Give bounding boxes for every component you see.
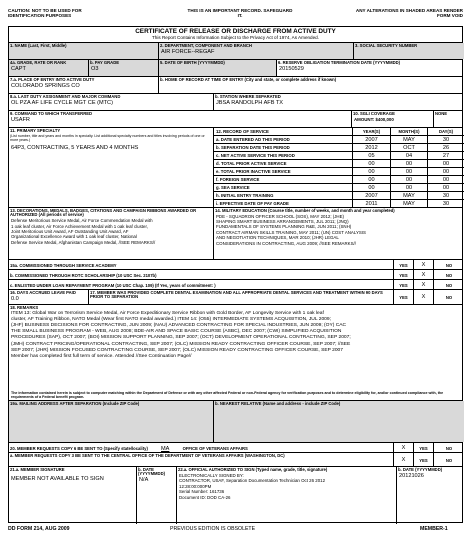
service-year[interactable]: 05 — [352, 152, 390, 159]
department-field[interactable]: 2. DEPARTMENT, COMPONENT AND BRANCH AIR FORCE--REGAF — [159, 43, 354, 59]
place-of-entry-field[interactable]: 7.a. PLACE OF ENTRY INTO ACTIVE DUTY COLORADO SPRINGS CO — [9, 77, 159, 93]
service-month[interactable]: OCT — [390, 144, 427, 151]
remarks-section[interactable]: 18. REMARKS ITEM 13: Global War on Terrorism Service Medal, Air Force Expeditionary Service Ribbon with Gold Border, AF Longevity Service with 1 oak leaf cluster, AF Training Ribbon, NATO Medal (Wear first NATO medal awarded.) ITEM 14: (O55) INTERMEDIATE SYSTEMS ACQUISITION, JUL 2009; (JHF) BUSINESS DECISIONS FOR CONTRACTING, JUN 2009; (NAU) ADVANCED CONTRACTING FOR SPECIAL INDUSTRIES, JUN 2009; (OY) CAC THE SMALL BUSINESS PROGRAM - WEB, AUG 2008; BDE-AIR AND SPACE BASIC COURSE (ASBC), DEC 2007; (CWI) SIMPLIFIED ACQUISITION PROCEDURES (SAP), OCT 2007; (BOI) MISSION SUPPORT PLANNING, SEP 2007; (OCT) DEVELOPMENT OPERATIONAL CONTRACTING, SEP 2007; (JMH) CONTRACT PRICING/OPERATIONAL CONTRACTING, SEP 2007; (OLC) MISSION READY CONTRACTING OFFICER COURSE, SEP 2007; //SEE SEP 2007; (JHR) MISSION FOCUSED CONTRACTING COURSE, SEP 2007; (OLC) MISSION READY CONTRACTING OFFICER COURSE, SEP 2007 Member has completed first full term of service. Attended //See Continuation Page// The information contained herein is subject to computer matching within the Department of Defense or with any other affected Federal or non-Federal agency for verification purposes and to determine eligibility for, and/or continued compliance with, the requirements of a Federal benefit program. — [9, 305, 462, 401]
service-row: g. SEA SERVICE 00 00 00 — [214, 184, 464, 192]
15c-yes-box[interactable]: YES — [394, 280, 414, 289]
name-field[interactable]: 1. NAME (Last, First, Middle) — [9, 43, 159, 59]
service-day[interactable]: 30 — [427, 200, 464, 207]
row-15a: 15a. COMMISSIONED THROUGH SERVICE ACADEMY YES X NO — [9, 260, 462, 270]
service-row: a. DATE ENTERED AD THIS PERIOD 2007 MAY 30 — [214, 136, 464, 144]
official-sign-date-field[interactable]: b. DATE (YYYYMMDD) 20121026 — [398, 467, 443, 479]
previous-edition-notice: PREVIOUS EDITION IS OBSOLETE — [170, 526, 256, 532]
member-signature-field[interactable]: 21.a. MEMBER SIGNATURE MEMBER NOT AVAILABLE TO SIGN — [9, 467, 137, 524]
sgli-amount: $400,000 — [375, 116, 394, 122]
sgli-field[interactable]: 10. SGLI COVERAGE AMOUNT: $400,000 — [352, 111, 434, 127]
row-signatures — [9, 467, 462, 524]
copy6-no-box[interactable]: NO — [445, 445, 453, 451]
service-year[interactable]: 00 — [352, 176, 390, 183]
dental-exam-field: 17. MEMBER WAS PROVIDED COMPLETE DENTAL EXAMINATION AND ALL APPROPRIATE DENTAL SERVICES AND TREATMENT WITHIN 90 DAYS PRIOR TO SEPARATION — [89, 290, 394, 304]
command-transferred-field[interactable]: 9. COMMAND TO WHICH TRANSFERRED USAFR — [9, 111, 352, 127]
service-month[interactable]: MAY — [390, 136, 427, 143]
service-month[interactable]: 00 — [390, 176, 427, 183]
member-sign-date-field[interactable]: b. DATE (YYYYMMDD) N/A — [137, 467, 177, 524]
copy6-mark: X — [394, 443, 414, 452]
dob-field[interactable]: 5. DATE OF BIRTH (YYYYMMDD) — [159, 60, 277, 76]
station-separated-field[interactable]: b. STATION WHERE SEPARATED JBSA RANDOLPH AFB TX — [215, 94, 284, 106]
row-duty — [9, 94, 462, 111]
certificate-form — [8, 26, 463, 523]
dental-no-box[interactable]: NO — [445, 294, 453, 300]
form-title: CERTIFICATE OF RELEASE OR DISCHARGE FROM ACTIVE DUTY — [135, 28, 336, 35]
service-month[interactable]: 00 — [390, 168, 427, 175]
row-decorations-education — [9, 208, 462, 260]
service-day[interactable]: 30 — [427, 136, 464, 143]
mailing-address-field[interactable]: 19a. MAILING ADDRESS AFTER SEPARATION (Include ZIP Code) — [9, 401, 214, 442]
row-grade — [9, 60, 462, 77]
ssn-field[interactable]: 3. SOCIAL SECURITY NUMBER — [354, 43, 464, 59]
pay-grade-field[interactable]: b. PAY GRADE O3 — [89, 60, 159, 76]
record-of-service-table — [214, 128, 464, 207]
form-subtitle: This Report Contains Information Subject to the Privacy Act of 1974, As Amended. — [152, 35, 319, 40]
service-row: c. NET ACTIVE SERVICE THIS PERIOD 05 04 27 — [214, 152, 464, 160]
service-month[interactable]: MAY — [390, 192, 427, 199]
service-day[interactable]: 30 — [427, 192, 464, 199]
service-day[interactable]: 00 — [427, 168, 464, 175]
service-row: b. SEPARATION DATE THIS PERIOD 2012 OCT 26 — [214, 144, 464, 152]
service-year[interactable]: 00 — [352, 160, 390, 167]
alterations-notice: ANY ALTERATIONS IN SHADED AREAS RENDER FORM VOID — [355, 8, 463, 19]
service-year[interactable]: 2007 — [352, 192, 390, 199]
service-year[interactable]: 2012 — [352, 144, 390, 151]
row-entry — [9, 77, 462, 94]
row-15b: b. COMMISSIONED THROUGH ROTC SCHOLARSHIP (10 USC Sec. 2107b) YES X NO — [9, 270, 462, 280]
15a-mark: X — [414, 260, 434, 269]
row-leave-dental — [9, 290, 462, 305]
service-row: i. EFFECTIVE DATE OF PAY GRADE 2011 MAY 30 — [214, 200, 464, 207]
copy3-mark: X — [394, 453, 414, 466]
service-year[interactable]: 2007 — [352, 136, 390, 143]
service-year[interactable]: 00 — [352, 168, 390, 175]
primary-specialty-field[interactable]: 11. PRIMARY SPECIALTY (List number, title and years and months in specialty. List additional specialty numbers and titles involving periods of one or more years.) 64P3, CONTRACTING, 5 YEARS AND 4 MONTHS — [9, 128, 214, 207]
form-number: DD FORM 214, AUG 2009 — [8, 526, 70, 532]
important-notice: THIS IS AN IMPORTANT RECORD. SAFEGUARD IT. — [187, 8, 293, 19]
copy3-no-box[interactable]: NO — [445, 457, 453, 463]
row-name — [9, 43, 462, 60]
service-month[interactable]: 00 — [390, 184, 427, 191]
service-day[interactable]: 00 — [427, 160, 464, 167]
official-signature-field[interactable]: 22.a. OFFICIAL AUTHORIZED TO SIGN (Typed name, grade, title, signature) ELECTRONICALLY SIGNED BY: CONTRACTOR, USAF, Separation Documentation Technician Oct 26 2012 12:28:00:000PM Serial Number: 161736 Document ID: DOD CA-26 — [177, 467, 397, 524]
service-row: h. INITIAL ENTRY TRAINING 2007 MAY 30 — [214, 192, 464, 200]
15c-mark: X — [414, 280, 434, 289]
dental-yes-box[interactable]: YES — [394, 290, 414, 304]
caution-notice: CAUTION: NOT TO BE USED FOR IDENTIFICATION PURPOSES — [8, 8, 82, 19]
row-copy3: a. MEMBER REQUESTS COPY 3 BE SENT TO THE CENTRAL OFFICE OF THE DEPARTMENT OF VETERANS AFFAIRS (WASHINGTON, DC) X YES NO — [9, 453, 462, 467]
service-month[interactable]: 00 — [390, 160, 427, 167]
service-year[interactable]: 2011 — [352, 200, 390, 207]
computer-matching-notice: The information contained herein is subject to computer matching within the Department of Defense or with any other affected Federal or non-Federal agency for verification purposes and to determine eligibility for, and/or continued compliance with, the requirements of a Federal benefit program. — [11, 391, 444, 399]
service-day[interactable]: 00 — [427, 184, 464, 191]
service-row: e. TOTAL PRIOR INACTIVE SERVICE 00 00 00 — [214, 168, 464, 176]
service-day[interactable]: 00 — [427, 176, 464, 183]
last-duty-field[interactable]: 8.a. LAST DUTY ASSIGNMENT AND MAJOR COMMAND OL PZA AF LIFE CYCLE MGT CE (MTC) — [9, 94, 214, 110]
15a-no-box[interactable]: NO — [445, 262, 453, 268]
15b-yes-box[interactable]: YES — [394, 270, 414, 279]
row-specialty-service — [9, 128, 462, 208]
copy3-yes-box[interactable]: YES — [414, 453, 434, 466]
nearest-relative-field[interactable]: b. NEAREST RELATIVE (Name and address - include ZIP Code) — [214, 401, 464, 442]
record-of-service-header: 12. RECORD OF SERVICE YEAR(S) MONTH(S) DAY(S) — [214, 128, 464, 136]
service-month[interactable]: 04 — [390, 152, 427, 159]
grade-field[interactable]: 4a. GRADE, RATE OR RANK CAPT — [9, 60, 89, 76]
dental-mark: X — [414, 290, 434, 304]
copy-designation: MEMBER-1 — [420, 526, 448, 532]
15a-yes-box[interactable]: YES — [394, 260, 414, 269]
military-education-field[interactable]: 14. MILITARY EDUCATION (Course title, number of weeks, and month and year completed) PDE - SQUADRON OFFICER SCHOOL (SOS), MAY 2012; (JHE) SHAPING SMART BUSINESS ARRANGEMENTS, JUL 2011; (JNQ) FUNDAMENTALS OF SYSTEMS PLANNING R&E, JUN 2011; (SNH) CONTRACT AIRMAN SKILLS TRAINING, MAY 2011; (UN) COST ANALYSIS AND NEGOTIATION TECHNIQUES, MAR 2010; (JHR) LEGAL CONSIDERATIONS IN CONTRACTING, AUG 2009; //SEE REMARKS// — [215, 208, 395, 246]
reserve-obligation-field[interactable]: 6. RESERVE OBLIGATION TERMINATION DATE (YYYYMMDD) 20150529 — [278, 60, 401, 72]
15b-mark: X — [414, 270, 434, 279]
15c-no-box[interactable]: NO — [445, 282, 453, 288]
service-day[interactable]: 27 — [427, 152, 464, 159]
service-day[interactable]: 26 — [427, 144, 464, 151]
service-month[interactable]: MAY — [390, 200, 427, 207]
service-row: f. FOREIGN SERVICE 00 00 00 — [214, 176, 464, 184]
service-row: d. TOTAL PRIOR ACTIVE SERVICE 00 00 00 — [214, 160, 464, 168]
form-title-row — [9, 27, 462, 43]
row-15c: c. ENLISTED UNDER LOAN REPAYMENT PROGRAM (10 USC Chap. 109) (If Yes, years of commitment: ) YES X NO — [9, 280, 462, 290]
row-copy6: 20. MEMBER REQUESTS COPY 6 BE SENT TO (Specify state/locality) MA OFFICE OF VETERANS AFFAIRS X YES NO — [9, 443, 462, 453]
decorations-field[interactable]: 13. DECORATIONS, MEDALS, BADGES, CITATIONS AND CAMPAIGN RIBBONS AWARDED OR AUTHORIZED (All periods of service) Defense Meritorious Service Medal, Air Force Commendation Medal with 1 oak leaf cluster, Air Force Achievement Medal with 1 oak leaf cluster, Joint Meritorious Unit Award, AF Outstanding Unit Award, AF Organizational Excellence Award with 1 oak leaf cluster, National Defense Service Medal, Afghanistan Campaign Medal, //SEE REMARKS// — [9, 208, 214, 259]
row-command — [9, 111, 462, 128]
service-year[interactable]: 00 — [352, 184, 390, 191]
15b-no-box[interactable]: NO — [445, 272, 453, 278]
home-of-record-field[interactable]: b. HOME OF RECORD AT TIME OF ENTRY (City and state, or complete address if known) — [160, 77, 337, 82]
copy6-yes-box[interactable]: YES — [414, 443, 434, 452]
sgli-none-field[interactable]: NONE — [435, 111, 448, 116]
copy6-state[interactable]: MA — [161, 445, 170, 452]
row-addresses — [9, 401, 462, 443]
accrued-leave-field[interactable]: 16. DAYS ACCRUED LEAVE PAID 0.0 — [9, 290, 89, 304]
